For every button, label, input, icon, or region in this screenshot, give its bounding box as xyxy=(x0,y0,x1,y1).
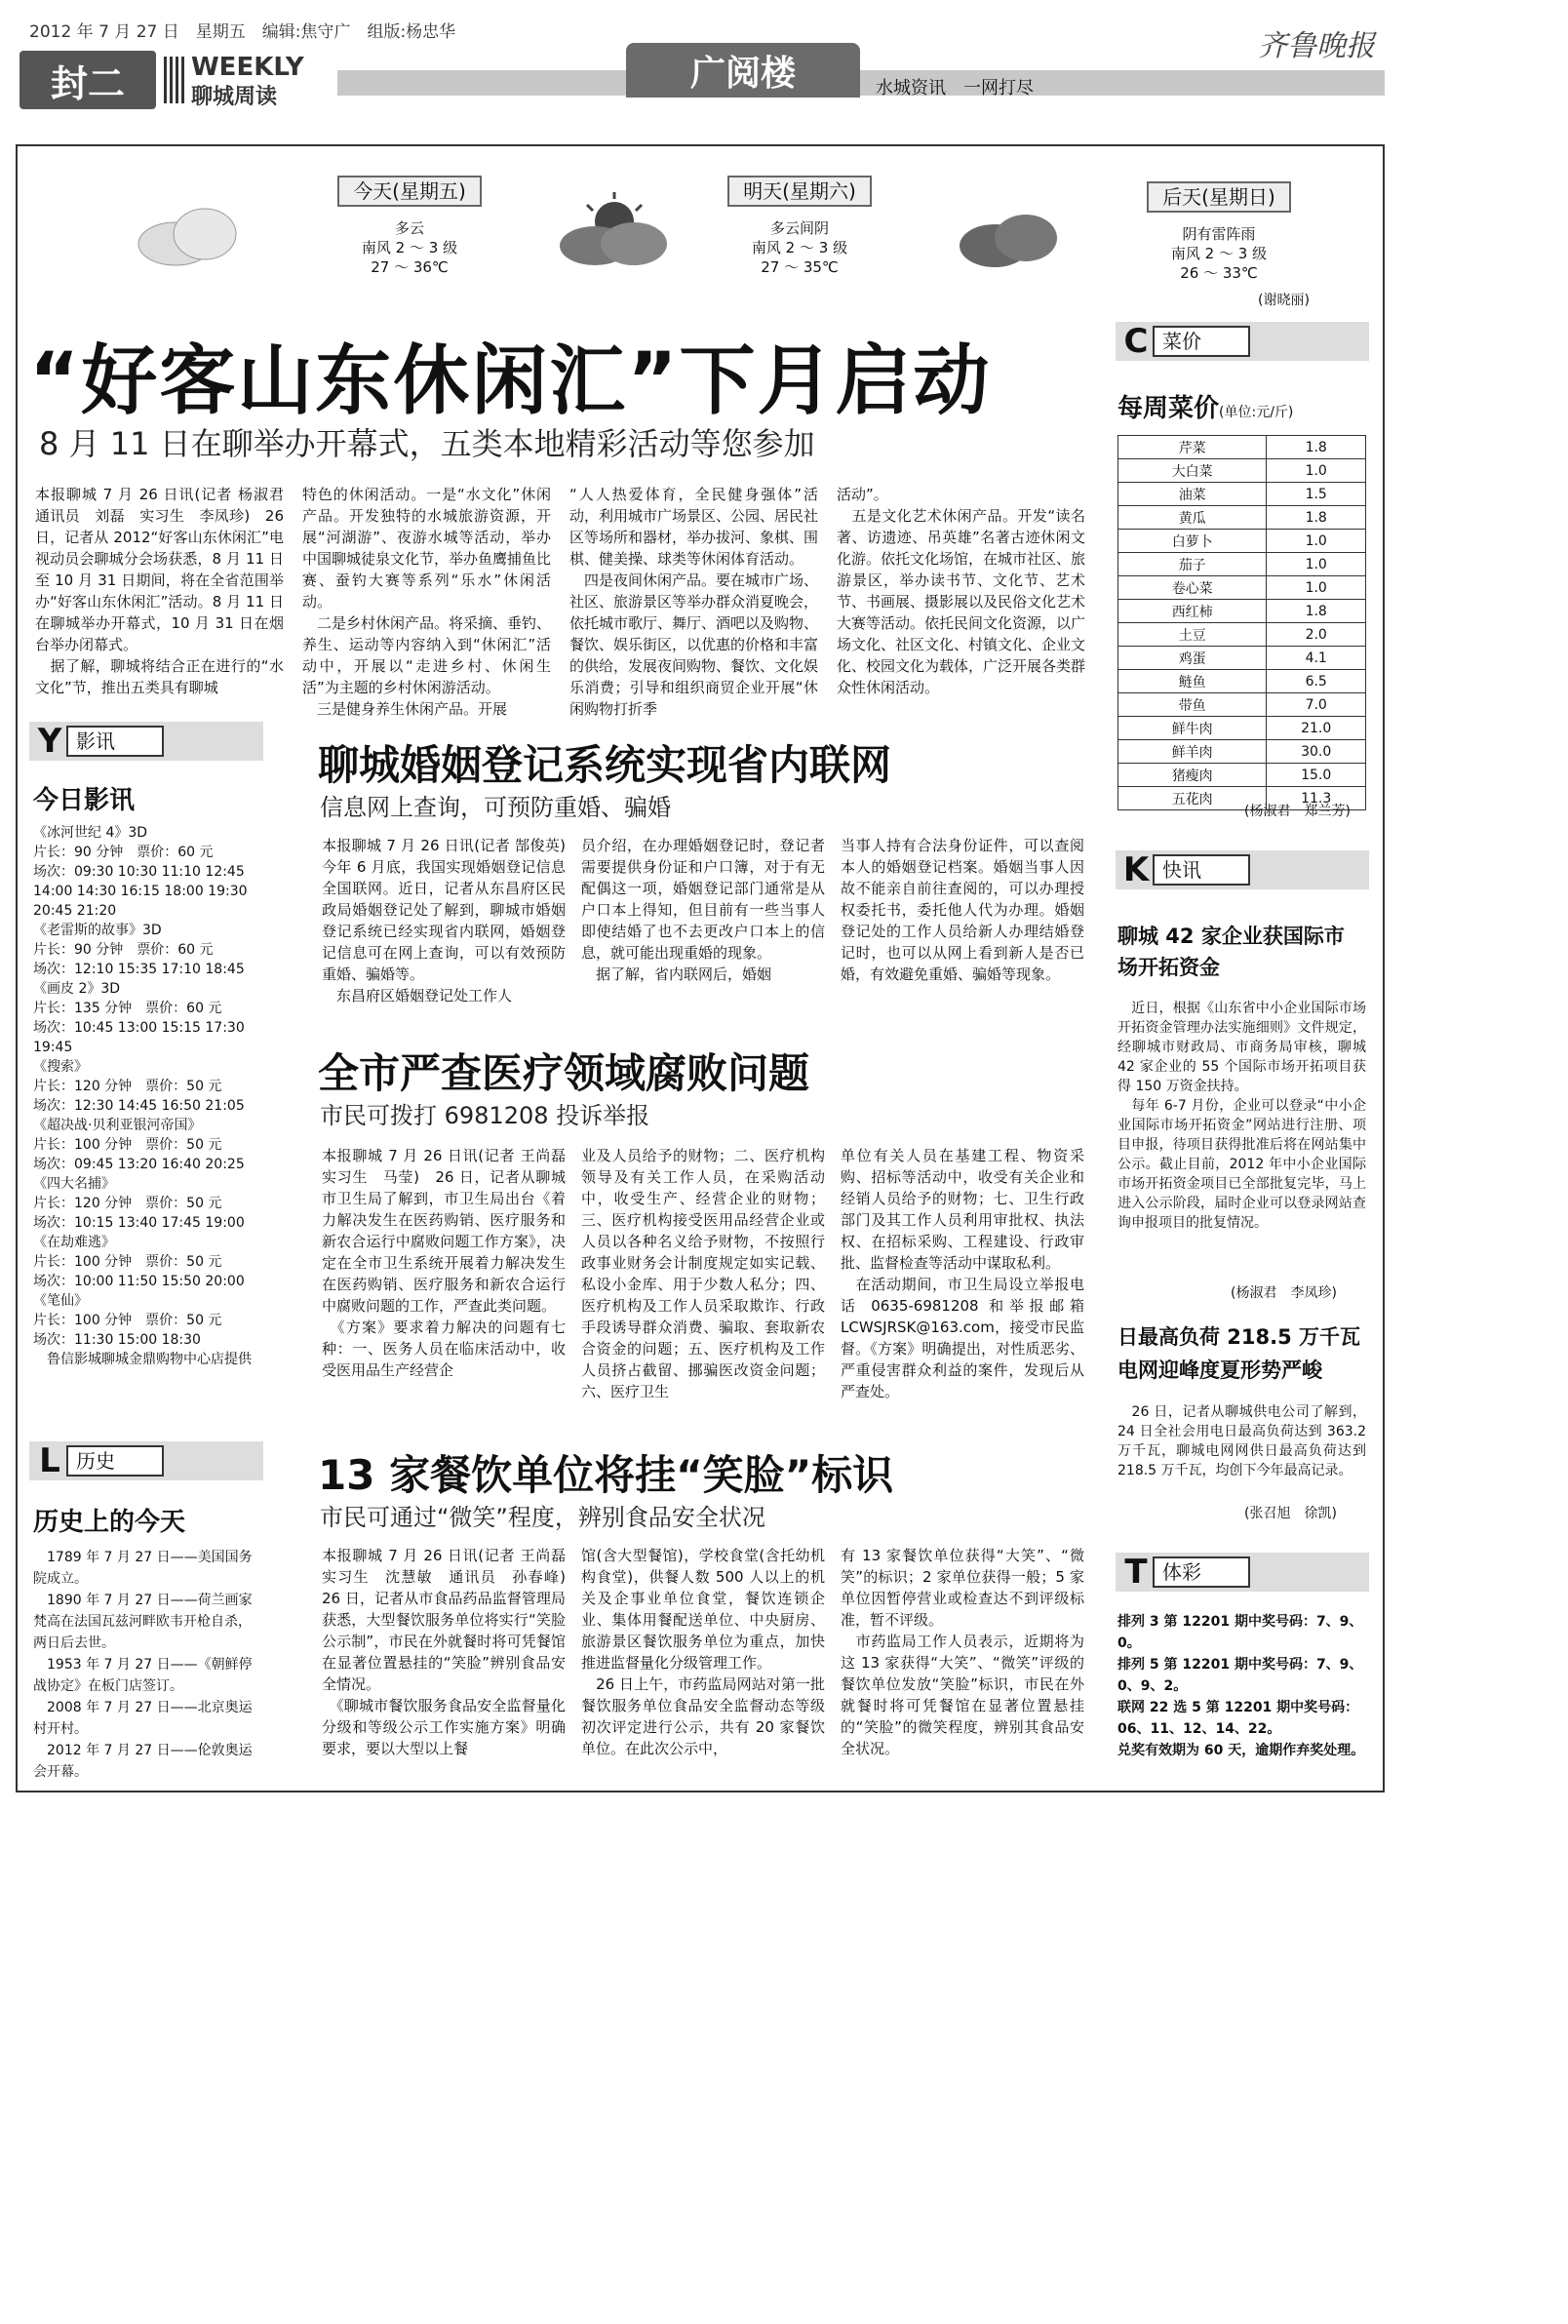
section-header-news xyxy=(1116,850,1369,889)
medical-column-2: 业及人员给予的财物；二、医疗机构领导及有关工作人员，在采购活动中，收受生产、经营企业的财物；三、医疗机构接受医用品经营企业或人员以各种名义给予财物，不按照行政事业财务会计制度规定如实记载、私设小金库、用于少数人私分；四、医疗机构及工作人员采取欺诈、行政手段诱导群众消费、骗取、套取新农合资金的问题；五、医疗机构及工作人员挤占截留、挪骗医改资金问题；六、医疗卫生 xyxy=(581,1147,825,1400)
veg-price-row xyxy=(1118,600,1366,623)
barcode-icon xyxy=(164,57,185,103)
news-item-2-text: 26 日，记者从聊城供电公司了解到，24 日全社会用电日最高负荷达到 363.2 万千瓦，聊城电网网供日最高负荷达到 218.5 万千瓦，均创下今年最高记录。 xyxy=(1117,1404,1371,1478)
veg-price: 1.0 xyxy=(1267,553,1366,576)
veg-price-row xyxy=(1118,576,1366,600)
food-column-3: 有 13 家餐饮单位获得“大笑”、“微笑”的标识；2 家单位获得一般；5 家单位因暂停营业或检查达不到评级标准，暂不评级。 市药监局工作人员表示，近期将为这 13 家获得“大笑”、“微笑”评级的餐饮单位发放“笑脸”标识，市民在外就餐时将可凭餐馆在显著位置悬挂的“笑脸”的微笑程度，辨别其食品安全状况。 xyxy=(841,1547,1084,1757)
section-header-vegetables xyxy=(1116,322,1369,361)
section-name: 体彩 xyxy=(1153,1556,1250,1588)
veg-name: 鲢鱼 xyxy=(1118,670,1267,693)
lottery-results: 排列 3 第 12201 期中奖号码：7、9、0。 排列 5 第 12201 期中奖号码：7、9、0、9、2。 联网 22 选 5 第 12201 期中奖号码：06、11、12、14、22。 兑奖有效期为 60 天，逾期作弃奖处理。 xyxy=(1117,1614,1365,1758)
weather-day: 后天(星期日) xyxy=(1147,181,1291,213)
veg-price: 1.8 xyxy=(1267,436,1366,459)
vegetables-credit: (杨淑君 郑兰芳) xyxy=(1244,804,1351,819)
section-name: 菜价 xyxy=(1153,326,1250,357)
veg-name: 黄瓜 xyxy=(1118,506,1267,530)
veg-price: 1.5 xyxy=(1267,483,1366,506)
weather-day: 今天(星期五) xyxy=(337,176,482,207)
section-header-movies xyxy=(29,722,263,761)
page-label: 封二 xyxy=(20,51,156,109)
lead-headline: “好客山东休闲汇”下月启动 xyxy=(29,337,992,425)
food-headline: 13 家餐饮单位将挂“笑脸”标识 xyxy=(318,1451,894,1499)
section-letter: T xyxy=(1124,1553,1148,1592)
weather-wind: 南风 2 ～ 3 级 xyxy=(1170,245,1268,262)
veg-price: 4.1 xyxy=(1267,647,1366,670)
veg-price: 7.0 xyxy=(1267,693,1366,717)
section-name: 历史 xyxy=(66,1445,164,1477)
veg-price: 30.0 xyxy=(1267,740,1366,764)
news-item-2-title: 日最高负荷 218.5 万千瓦 电网迎峰度夏形势严峻 xyxy=(1117,1325,1361,1382)
section-letter: Y xyxy=(37,722,62,761)
veg-price-row xyxy=(1118,693,1366,717)
veg-price-row xyxy=(1118,670,1366,693)
medical-headline: 全市严查医疗领域腐败问题 xyxy=(318,1049,810,1097)
veg-name: 西红柿 xyxy=(1118,600,1267,623)
sun-cloud-icon xyxy=(556,187,673,275)
weather-cond: 阴有雷阵雨 xyxy=(1182,225,1256,243)
veg-name: 猪瘦肉 xyxy=(1118,764,1267,787)
section-name: 影讯 xyxy=(66,726,164,757)
weather-tomorrow xyxy=(702,176,897,277)
cloud-icon xyxy=(132,195,249,273)
veg-price: 15.0 xyxy=(1267,764,1366,787)
section-header-lottery xyxy=(1116,1553,1369,1592)
veg-price-row xyxy=(1118,553,1366,576)
veg-price: 1.0 xyxy=(1267,459,1366,483)
section-subtitle: 水城资讯 一网打尽 xyxy=(876,78,1034,98)
history-text: 1789 年 7 月 27 日——美国国务院成立。 1890 年 7 月 27 日——荷兰画家梵高在法国瓦兹河畔欧韦开枪自杀，两日后去世。 1953 年 7 月 27 日——《朝鲜停战协定》在板门店签订。 2008 年 7 月 27 日——北京奥运村开村。 2012 年 7 月 27 日——伦敦奥运会开幕。 xyxy=(33,1550,253,1780)
food-column-1: 本报聊城 7 月 26 日讯(记者 王尚磊 实习生 沈慧敏 通讯员 孙春峰) 26 日，记者从市食品药品监督管理局获悉，大型餐饮服务单位将实行“笑脸公示制”，市民在外就餐时将可凭餐馆在显著位置悬挂的“笑脸”辨别食品安全情况。 《聊城市餐饮服务食品安全监督量化分级和等级公示工作实施方案》明确要求，要以大型以上餐 xyxy=(322,1547,566,1757)
section-header-history xyxy=(29,1441,263,1480)
weekly-cn-label: 聊城周读 xyxy=(191,85,278,109)
veg-name: 鸡蛋 xyxy=(1118,647,1267,670)
weather-wind: 南风 2 ～ 3 级 xyxy=(751,239,848,256)
marriage-headline: 聊城婚姻登记系统实现省内联网 xyxy=(318,741,892,789)
weather-temp: 26 ～ 33℃ xyxy=(1180,264,1258,282)
lead-column-2: 特色的休闲活动。一是“水文化”休闲产品。开发独特的水城旅游资源，开展“河湖游”、夜游水城等活动，举办中国聊城徒泉文化节，举办鱼鹰捕鱼比赛、蚕钓大赛等系列“乐水”休闲活动。 二是乡村休闲产品。将采摘、垂钓、养生、运动等内容纳入到“休闲汇”活动中，开展以“走进乡村、休闲生活”为主题的乡村休闲游活动。 三是健身养生休闲产品。开展 xyxy=(302,486,552,718)
veg-name: 卷心菜 xyxy=(1118,576,1267,600)
lead-column-1: 本报聊城 7 月 26 日讯(记者 杨淑君 通讯员 刘磊 实习生 李凤珍) 26 日，记者从 2012“好客山东休闲汇”电视动员会聊城分会场获悉，8 月 11 日至 10 月 31 日期间，将在全省范围举办“好客山东休闲汇”活动。8 月 11 日在聊城举办开幕式，10 月 31 日在烟台举办闭幕式。 据了解，聊城将结合正在进行的“水文化”节，推出五类具有聊城 xyxy=(35,486,284,696)
weather-temp: 27 ～ 36℃ xyxy=(371,258,449,276)
veg-price-row xyxy=(1118,717,1366,740)
news-item-1-title: 聊城 42 家企业获国际市场开拓资金 xyxy=(1117,925,1345,979)
veg-name: 五花肉 xyxy=(1118,787,1267,810)
veg-name: 鲜牛肉 xyxy=(1118,717,1267,740)
veg-name: 芹菜 xyxy=(1118,436,1267,459)
section-letter: K xyxy=(1122,850,1150,889)
lead-subtitle: 8 月 11 日在聊举办开幕式，五类本地精彩活动等您参加 xyxy=(39,425,815,462)
weather-temp: 27 ～ 35℃ xyxy=(761,258,839,276)
weather-wind: 南风 2 ～ 3 级 xyxy=(361,239,458,256)
veg-name: 茄子 xyxy=(1118,553,1267,576)
veg-price: 21.0 xyxy=(1267,717,1366,740)
veg-name: 鲜羊肉 xyxy=(1118,740,1267,764)
veg-price-row xyxy=(1118,764,1366,787)
weather-cond: 多云间阴 xyxy=(769,219,829,237)
medical-subtitle: 市民可拨打 6981208 投诉举报 xyxy=(320,1102,650,1129)
vegetables-title xyxy=(1117,388,1293,424)
vegetables-title-text: 每周菜价 xyxy=(1117,394,1220,423)
marriage-column-3: 当事人持有合法身份证件，可以查阅本人的婚姻登记档案。婚姻当事人因故不能亲自前往查阅的，可以办理授权委托书，委托他人代为办理。婚姻登记处的工作人员给新人办理结婚登记时，也可以从网上看到新人是否已婚，有效避免重婚、骗婚等现象。 xyxy=(841,837,1084,983)
news-item-1-text: 近日，根据《山东省中小企业国际市场开拓资金管理办法实施细则》文件规定，经聊城市财政局、市商务局审核，聊城 42 家企业的 55 个国际市场开拓项目获得 150 万资金扶持。 每年 6-7 月份，企业可以登录“中小企业国际市场开拓资金”网站进行注册、项目申报，待项目获得批准后将在网站集中公示。截止目前，2012 年中小企业国际市场开拓资金项目已全部批复完毕，马上进入公示阶段，届时企业可以登录网站查询申报项目的批复情况。 xyxy=(1117,1001,1366,1231)
food-column-2: 馆(含大型餐馆)，学校食堂(含托幼机构食堂)，供餐人数 500 人以上的机关及企事业单位食堂，餐饮连锁企业、集体用餐配送单位、中央厨房、旅游景区餐饮服务单位为重点，加快推进监督量化分级管理工作。 26 日上午，市药监局网站对第一批餐饮服务单位食品安全监督动态等级初次评定进行公示，共有 20 家餐饮单位。在此次公示中， xyxy=(581,1547,825,1757)
marriage-column-2: 员介绍，在办理婚姻登记时，登记者需要提供身份证和户口簿，对于有无配偶这一项，婚姻登记部门通常是从户口本上得知，但目前有一些当事人即使结婚了也不去更改户口本上的信息，就可能出现重婚的现象。 据了解，省内联网后，婚姻 xyxy=(581,837,825,983)
veg-price: 1.0 xyxy=(1267,530,1366,553)
veg-price: 1.8 xyxy=(1267,600,1366,623)
weekly-label: WEEKLY xyxy=(191,53,304,82)
veg-name: 油菜 xyxy=(1118,483,1267,506)
veg-price-row xyxy=(1118,483,1366,506)
veg-price-row xyxy=(1118,506,1366,530)
medical-column-1: 本报聊城 7 月 26 日讯(记者 王尚磊 实习生 马莹) 26 日，记者从聊城市卫生局了解到，市卫生局出台《着力解决发生在医药购销、医疗服务和新农合运行中腐败问题工作方案》，决定在全市卫生系统开展着力解决发生在医药购销、医疗服务和新农合运行中腐败问题的工作，严查此类问题。 《方案》要求着力解决的问题有七种：一、医务人员在临床活动中，收受医用品生产经营企 xyxy=(322,1147,566,1379)
news-item-1-credit: (杨淑君 李凤珍) xyxy=(1231,1285,1337,1301)
section-bar xyxy=(337,70,1385,96)
weather-day: 明天(星期六) xyxy=(727,176,872,207)
weather-today xyxy=(312,176,507,277)
news-item-2-credit: (张召旭 徐凯) xyxy=(1244,1506,1337,1521)
veg-name: 大白菜 xyxy=(1118,459,1267,483)
veg-price: 11.3 xyxy=(1267,787,1366,810)
veg-price: 2.0 xyxy=(1267,623,1366,647)
food-subtitle: 市民可通过“微笑”程度，辨别食品安全状况 xyxy=(320,1504,765,1531)
weather-day-after xyxy=(1121,181,1316,283)
veg-price-row xyxy=(1118,459,1366,483)
lead-column-4: 活动”。 五是文化艺术休闲产品。开发“读名著、访遗迹、吊英雄”名著古迹休闲文化游。依托文化场馆，在城市社区、旅游景区，举办读书节、文化节、艺术节、书画展、摄影展以及民俗文化艺术大赛等活动。依托民间文化资源，以广场文化、社区文化、村镇文化、企业文化、校园文化为载体，广泛开展各类群众性休闲活动。 xyxy=(837,486,1086,696)
section-letter: L xyxy=(39,1441,60,1480)
vegetables-unit: (单位:元/斤) xyxy=(1219,405,1294,420)
weather-credit: (谢晓丽) xyxy=(1258,293,1310,308)
section-title: 广阅楼 xyxy=(626,43,860,98)
veg-price-row xyxy=(1118,647,1366,670)
veg-price-row xyxy=(1118,436,1366,459)
date-line: 2012 年 7 月 27 日 星期五 编辑:焦守广 组版:杨忠华 xyxy=(29,22,456,42)
section-letter: C xyxy=(1123,322,1149,361)
marriage-subtitle: 信息网上查询，可预防重婚、骗婚 xyxy=(320,794,671,821)
veg-price: 1.8 xyxy=(1267,506,1366,530)
newspaper-logo: 齐鲁晚报 xyxy=(1258,29,1375,63)
rain-cloud-icon xyxy=(956,205,1063,273)
veg-name: 白萝卜 xyxy=(1118,530,1267,553)
weather-cond: 多云 xyxy=(394,219,424,237)
movies-listing: 《冰河世纪 4》3D 片长：90 分钟 票价：60 元 场次：09:30 10:30 11:10 12:45 14:00 14:30 16:15 18:00 19:30 20:45 21:20 《老雷斯的故事》3D 片长：90 分钟 票价：60 元 场次：12:10 15:35 17:10 18:45 《画皮 2》3D 片长：135 分钟 票价：60 元 场次：10:45 13:00 15:15 17:30 19:45 《搜索》 片长：120 分钟 票价：50 元 场次：12:30 14:45 16:50 21:05 《超决战·贝利亚银河帝国》 片长：100 分钟 票价：50 元 场次：09:45 13:20 16:40 20:25 《四大名捕》 片长：120 分钟 票价：50 元 场次：10:15 13:40 17:45 19:00 《在劫难逃》 片长：100 分钟 票价：50 元 场次：10:00 11:50 15:50 20:00 《笔仙》 片长：100 分钟 票价：50 元 场次：11:30 15:00 18:30 鲁信影城聊城金鼎购物中心店提供 xyxy=(33,825,252,1367)
veg-price-row xyxy=(1118,530,1366,553)
veg-price-row xyxy=(1118,740,1366,764)
vegetable-price-table xyxy=(1117,435,1366,810)
section-name: 快讯 xyxy=(1153,854,1250,886)
veg-price: 1.0 xyxy=(1267,576,1366,600)
marriage-column-1: 本报聊城 7 月 26 日讯(记者 郜俊英) 今年 6 月底，我国实现婚姻登记信息全国联网。近日，记者从东昌府区民政局婚姻登记处了解到，聊城市婚姻登记系统已经实现省内联网，婚姻登记信息可在网上查询，可以有效预防重婚、骗婚等。 东昌府区婚姻登记处工作人 xyxy=(322,837,566,1004)
veg-name: 土豆 xyxy=(1118,623,1267,647)
medical-column-3: 单位有关人员在基建工程、物资采购、招标等活动中，收受有关企业和经销人员给予的财物；七、卫生行政部门及其工作人员利用审批权、执法权、在招标采购、工程建设、行政审批、监督检查等活动中谋取私利。 在活动期间，市卫生局设立举报电话 0635-6981208 和举报邮箱 LCWSJRSK@163.com，接受市民监督。《方案》明确提出，对性质恶劣、严重侵害群众利益的案件，发现后从严查处。 xyxy=(841,1147,1084,1400)
veg-price-row xyxy=(1118,623,1366,647)
history-title: 历史上的今天 xyxy=(33,1508,186,1537)
lead-column-3: “人人热爱体育，全民健身强体”活动，利用城市广场景区、公园、居民社区等场所和器材，举办拔河、象棋、围棋、健美操、球类等休闲体育活动。 四是夜间休闲产品。要在城市广场、社区、旅游景区等举办群众消夏晚会，依托城市歌厅、舞厅、酒吧以及购物、餐饮、娱乐街区，以优惠的价格和丰富的供给，发展夜间购物、餐饮、文化娱乐消费；引导和组织商贸企业开展“休闲购物打折季 xyxy=(569,486,819,718)
movies-title: 今日影讯 xyxy=(33,786,136,815)
veg-price: 6.5 xyxy=(1267,670,1366,693)
veg-name: 带鱼 xyxy=(1118,693,1267,717)
